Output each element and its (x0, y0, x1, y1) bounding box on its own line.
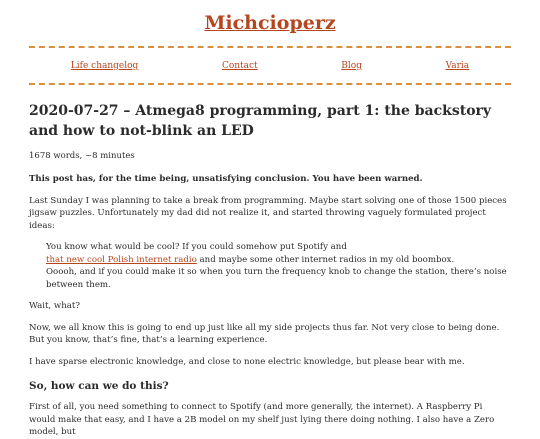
post-quote (46, 241, 511, 291)
post-paragraph-4: I have sparse electronic knowledge, and close to none electric knowledge, but please bear with me. (29, 356, 465, 367)
radio-link[interactable]: that new cool Polish internet radio (46, 254, 197, 265)
main-nav (29, 48, 511, 83)
quote-line-2-rest: and maybe some other internet radios in my old boombox. (196, 254, 455, 265)
nav-blog[interactable]: Blog (341, 61, 362, 71)
post-paragraph-1: Last Sunday I was planning to take a break from programming. Maybe start solving one of those 1500 pieces jigsaw puzzles. Unfortunately my dad did not realize it, and started throwing vaguely formulated project ideas: (29, 195, 507, 231)
site-title-link[interactable]: Michcioperz (204, 12, 336, 34)
quote-line-1: You know what would be cool? If you could somehow put Spotify and (46, 242, 347, 252)
post-paragraph-3: Now, we all know this is going to end up just like all my side projects thus far. Not very close to being done. But you know, that’s fine, that’s a learning experience. (29, 322, 500, 345)
page (29, 0, 511, 439)
post-title: 2020-07-27 – Atmega8 programming, part 1: the backstory and how to not-blink an LED (29, 103, 492, 139)
quote-line-3: Ooooh, and if you could make it so when you turn the frequency knob to change the station, there’s noise between them. (46, 267, 507, 290)
quote-line-2 (46, 254, 511, 267)
post-paragraph-2: Wait, what? (29, 301, 80, 311)
post-paragraph-5: First of all, you need something to connect to Spotify (and more generally, the internet). A Raspberry Pi would make that easy, and I have a 2B model on my shelf just lying there doing nothing. I also have a Zero model, but (29, 402, 495, 437)
nav-life-changelog[interactable]: Life changelog (70, 61, 139, 71)
nav-bottom-divider (29, 83, 511, 85)
post-article (29, 101, 511, 439)
site-header (29, 12, 511, 34)
post-warning: This post has, for the time being, unsatisfying conclusion. You have been warned. (29, 174, 423, 184)
nav-contact[interactable]: Contact (221, 61, 258, 71)
nav-varia[interactable]: Varia (445, 61, 470, 71)
post-meta: 1678 words, ~8 minutes (29, 151, 135, 161)
section-heading: So, how can we do this? (29, 380, 169, 392)
